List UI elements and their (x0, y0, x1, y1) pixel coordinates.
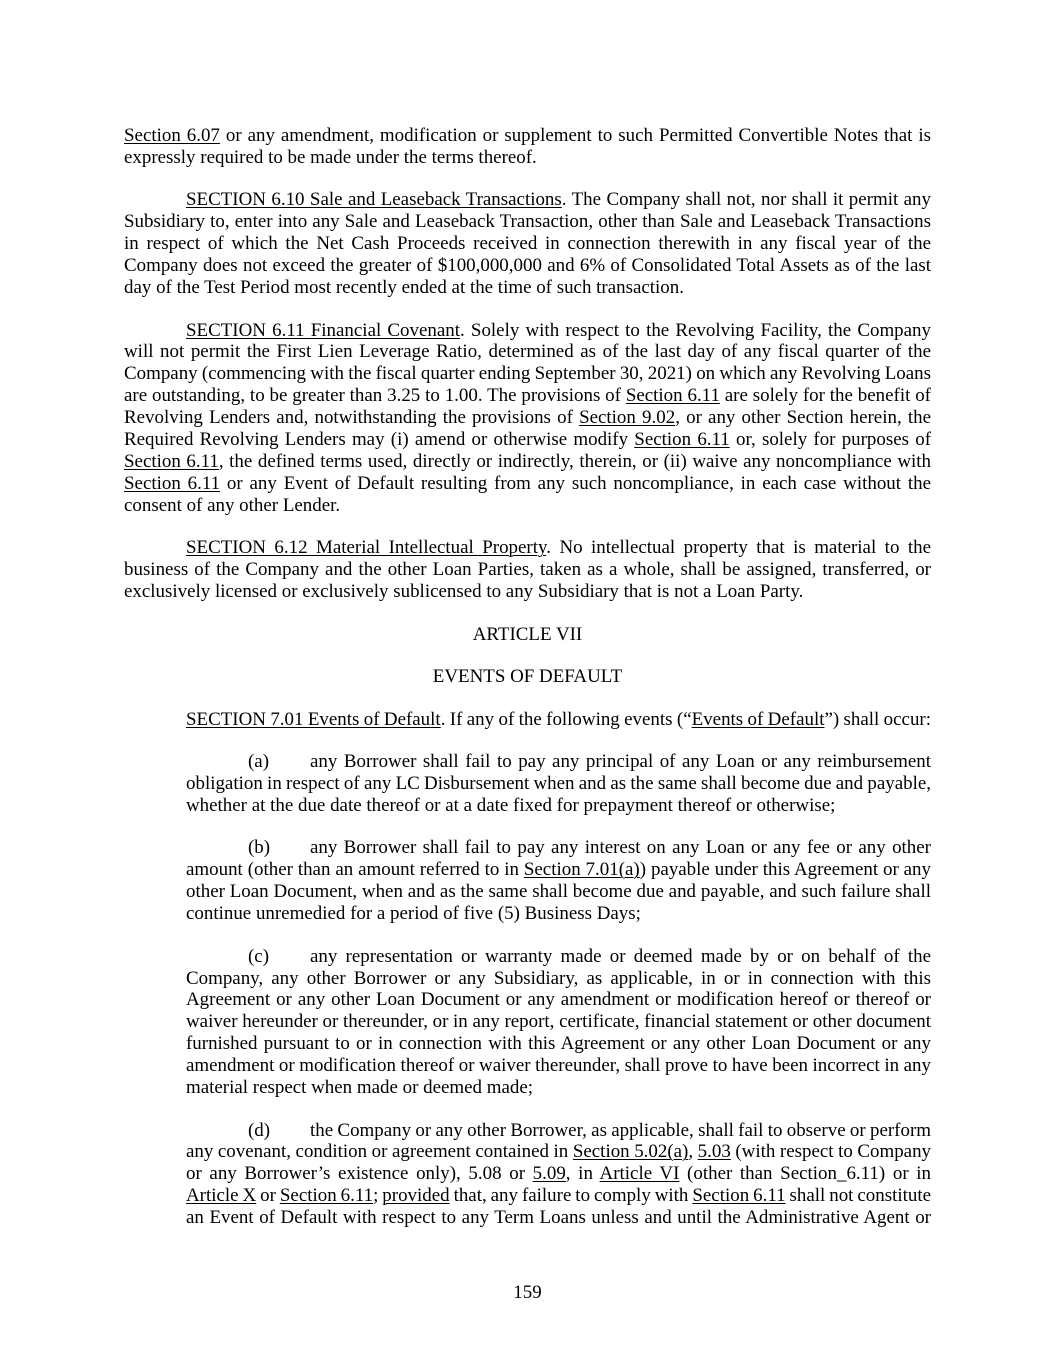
line-content (124, 407, 931, 428)
text-line (124, 233, 931, 255)
underlined-term: SECTION 6.11 Financial Covenant (186, 319, 460, 341)
underlined-term: Section 9.02 (579, 407, 676, 429)
line-content (248, 751, 931, 772)
list-item-label: (c) (248, 945, 270, 967)
text-line (186, 1185, 931, 1207)
text-run: in respect of which the Net Cash Proceeds received in connection therewith in any fiscal year of the (124, 233, 931, 255)
underlined-term: Section 6.11 (692, 1185, 786, 1207)
underlined-term: Section 6.11 (124, 472, 221, 494)
text-run: Revolving Lenders and, notwithstanding the provisions of (124, 407, 580, 429)
text-line (124, 559, 931, 581)
text-run: . The Company shall not, nor shall it permit any (561, 189, 931, 211)
line-content (186, 320, 931, 341)
text-run: Company, any other Borrower or any Subsidiary, as applicable, in or in connection with this (186, 967, 931, 989)
line-content (124, 451, 931, 472)
line-content (186, 859, 931, 880)
line-content (248, 837, 931, 858)
line-content (248, 1120, 931, 1141)
text-line (124, 495, 931, 517)
text-run: expressly required to be made under the terms thereof. (124, 146, 537, 168)
text-line (186, 881, 931, 903)
text-line (186, 903, 931, 925)
list-item (186, 837, 931, 925)
text-run: material respect when made or deemed made; (186, 1077, 534, 1099)
text-run: (other than Section_6.11) or in (679, 1163, 932, 1185)
line-content (124, 559, 931, 580)
text-run: amendment or modification thereof or waiver thereunder, shall prove to have been incorrect in any (186, 1055, 931, 1077)
page-number: 159 (513, 1282, 542, 1303)
line-content (248, 946, 931, 967)
text-line (124, 189, 931, 211)
text-line (186, 1033, 931, 1055)
section-paragraph (124, 320, 931, 517)
text-line (124, 363, 931, 385)
text-line (186, 1163, 931, 1185)
text-run: (with respect to Company (730, 1141, 932, 1163)
line-content (186, 1163, 931, 1184)
section-paragraph (124, 709, 931, 731)
underlined-term: 5.03 (697, 1141, 731, 1163)
text-run: amount (other than an amount referred to in (186, 859, 524, 881)
text-line (186, 773, 931, 795)
text-line (124, 277, 931, 299)
line-content (124, 495, 340, 516)
line-content (124, 429, 931, 450)
text-line (124, 429, 931, 451)
line-content (186, 903, 641, 924)
text-line (186, 1120, 931, 1142)
text-line (124, 255, 931, 277)
text-line (186, 1141, 931, 1163)
text-line (186, 1207, 931, 1229)
text-run: or, solely for purposes of (729, 429, 932, 451)
line-content (124, 385, 931, 406)
underlined-term: Article X (186, 1185, 257, 1207)
section-paragraph (124, 189, 931, 299)
text-run: other Loan Document, when and as the same shall become due and payable, and such failure shall (186, 881, 931, 903)
line-content (186, 537, 931, 558)
text-run: waiver hereunder or thereunder, or in any report, certificate, financial statement or other document (186, 1011, 931, 1033)
text-run: consent of any other Lender. (124, 494, 341, 516)
underlined-term: Section 7.01(a) (523, 859, 640, 881)
underlined-term: Section 6.11 (634, 429, 730, 451)
underlined-term: Section 6.11 (279, 1185, 374, 1207)
underlined-term: provided (382, 1185, 450, 1207)
line-content (186, 709, 931, 730)
text-line (186, 946, 931, 968)
text-line (186, 1055, 931, 1077)
text-run: , (688, 1141, 698, 1163)
text-run: Subsidiary to, enter into any Sale and Leaseback Transaction, other than Sale and Leaseback Transactions (124, 211, 931, 233)
text-run: or (256, 1185, 280, 1207)
text-run: Required Revolving Lenders may (i) amend or otherwise modify (124, 429, 635, 451)
underlined-term: Article VI (599, 1163, 680, 1185)
text-run: shall not constitute (785, 1185, 932, 1207)
text-line (124, 451, 931, 473)
text-line (124, 320, 931, 342)
line-content (186, 1077, 533, 1098)
line-content (124, 255, 931, 276)
text-line (186, 859, 931, 881)
text-run: . Solely with respect to the Revolving Facility, the Company (460, 319, 931, 341)
line-content (124, 473, 931, 494)
text-line (124, 125, 931, 147)
line-content (124, 363, 931, 384)
underlined-term: Events of Default (691, 708, 825, 730)
line-content (124, 233, 931, 254)
list-item (186, 1120, 931, 1230)
text-line (124, 407, 931, 429)
text-run: , in (565, 1163, 600, 1185)
text-line (186, 795, 931, 817)
text-run: business of the Company and the other Loan Parties, taken as a whole, shall be assigned, transferred, or (124, 559, 931, 581)
text-run: or any Event of Default resulting from any such noncompliance, in each case without the (220, 472, 931, 494)
text-line (124, 709, 931, 731)
document-body (124, 125, 931, 1250)
underlined-term: SECTION 7.01 Events of Default (186, 708, 441, 730)
text-run: are solely for the benefit of (719, 385, 931, 407)
text-run: Company does not exceed the greater of $100,000,000 and 6% of Consolidated Total Assets as of the last (124, 255, 931, 277)
text-run: whether at the due date thereof or at a date fixed for prepayment thereof or otherwise; (186, 794, 836, 816)
text-line (186, 837, 931, 859)
text-run: an Event of Default with respect to any Term Loans unless and until the Administrative Agent or (186, 1207, 931, 1229)
text-run: , or any other Section herein, the (675, 407, 931, 429)
line-content (186, 1033, 931, 1054)
text-line (186, 989, 931, 1011)
text-line (124, 385, 931, 407)
text-run: any covenant, condition or agreement contained in (186, 1141, 573, 1163)
line-content (186, 1055, 931, 1076)
underlined-term: Section 5.02(a) (572, 1141, 689, 1163)
paragraph-continued (124, 125, 931, 169)
text-run: the Company or any other Borrower, as applicable, shall fail to observe or perform (310, 1119, 931, 1141)
text-run: any Borrower shall fail to pay any principal of any Loan or any reimbursement (310, 751, 931, 773)
text-run: Agreement or any other Loan Document or any amendment or modification hereof or thereof or (186, 989, 931, 1011)
text-run: or any amendment, modification or supplement to such Permitted Convertible Notes that is (219, 125, 931, 146)
section-paragraph (124, 537, 931, 603)
text-run: obligation in respect of any LC Disbursement when and as the same shall become due and payable, (186, 773, 931, 794)
line-content (124, 277, 684, 298)
text-run: . If any of the following events (“ (440, 708, 692, 730)
line-content (186, 1207, 931, 1228)
text-run: or any Borrower’s existence only), 5.08 or (186, 1163, 533, 1185)
text-run: continue unremedied for a period of five (5) Business Days; (186, 903, 641, 925)
line-content (186, 1185, 931, 1206)
list-item-label: (d) (248, 1119, 271, 1141)
text-line (124, 147, 931, 169)
underlined-term: 5.09 (532, 1163, 566, 1185)
list-item (186, 751, 931, 817)
line-content (186, 968, 931, 989)
text-run: any Borrower shall fail to pay any interest on any Loan or any fee or any other (310, 837, 931, 859)
underlined-term: Section 6.07 (124, 125, 220, 146)
list-item-label: (a) (248, 751, 270, 773)
text-line (124, 537, 931, 559)
line-content (186, 881, 931, 902)
text-line (186, 1011, 931, 1033)
underlined-term: Section 6.11 (625, 385, 720, 407)
text-line (124, 581, 931, 603)
line-content (186, 773, 931, 794)
text-run: exclusively licensed or exclusively sublicensed to any Subsidiary that is not a Loan Party. (124, 581, 804, 603)
text-line (186, 968, 931, 990)
text-run: , the defined terms used, directly or indirectly, therein, or (ii) waive any noncompliance with (218, 450, 931, 472)
text-run: that, any failure to comply with (449, 1185, 693, 1207)
line-content (124, 211, 931, 232)
line-content (124, 341, 931, 362)
text-line (124, 211, 931, 233)
line-content (124, 581, 803, 602)
underlined-term: SECTION 6.12 Material Intellectual Property (186, 537, 547, 559)
line-content (186, 989, 931, 1010)
text-run: . No intellectual property that is material to the (546, 537, 932, 559)
list-item (186, 946, 931, 1099)
article-heading: ARTICLE VII (472, 623, 583, 645)
line-content (124, 125, 931, 146)
text-line (186, 751, 931, 773)
line-content (124, 147, 537, 168)
text-line (124, 473, 931, 495)
line-content (186, 795, 835, 816)
article-heading: EVENTS OF DEFAULT (432, 666, 623, 688)
list-item-label: (b) (248, 837, 271, 859)
underlined-term: SECTION 6.10 Sale and Leaseback Transactions (186, 189, 562, 211)
text-line (124, 341, 931, 363)
line-content (186, 1011, 931, 1032)
text-run: ) payable under this Agreement or any (639, 859, 931, 881)
text-run: are outstanding, to be greater than 3.25 to 1.00. The provisions of (124, 385, 626, 407)
text-run: Company (commencing with the fiscal quarter ending September 30, 2021) on which any Revolving Loans (124, 363, 931, 385)
text-run: any representation or warranty made or deemed made by or on behalf of the (310, 945, 931, 967)
text-run: ; (373, 1185, 383, 1207)
text-run: furnished pursuant to or in connection with this Agreement or any other Loan Document or any (186, 1033, 931, 1055)
text-run: ”) shall occur: (824, 708, 932, 730)
line-content (186, 1141, 931, 1162)
underlined-term: Section 6.11 (124, 450, 219, 472)
text-run: will not permit the First Lien Leverage Ratio, determined as of the last day of any fiscal quarter of the (124, 341, 931, 363)
text-line (186, 1077, 931, 1099)
text-run: day of the Test Period most recently ended at the time of such transaction. (124, 277, 684, 299)
line-content (186, 189, 931, 210)
